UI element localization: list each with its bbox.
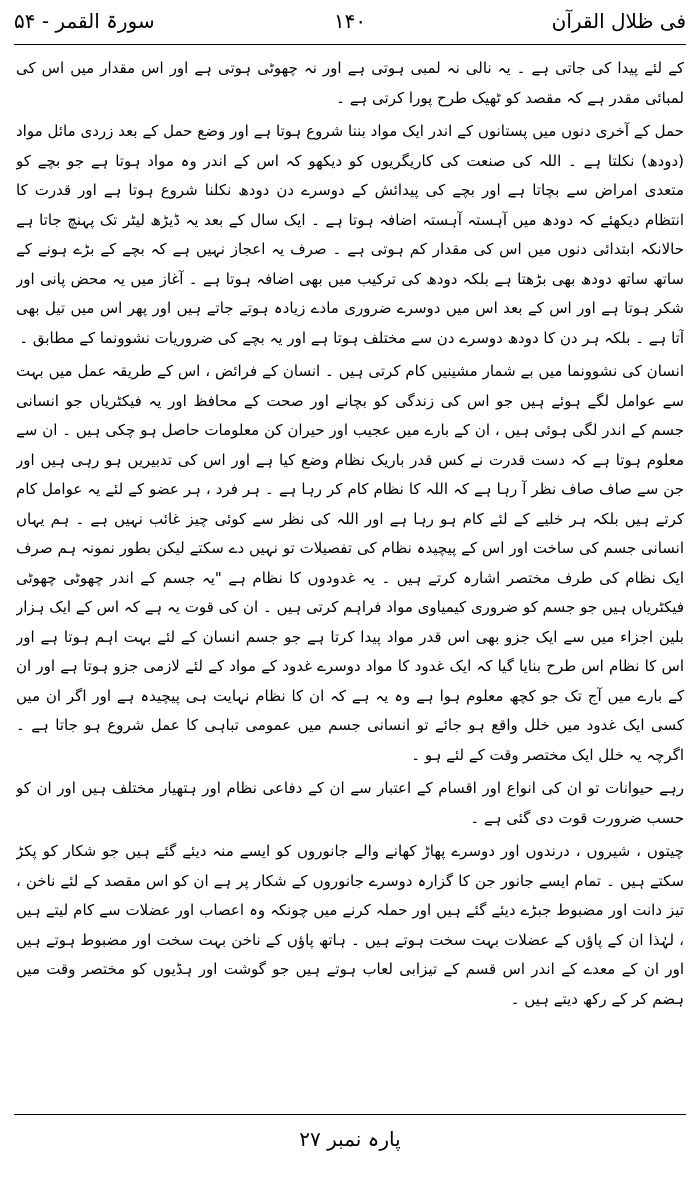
paragraph: کے لئے پیدا کی جاتی ہے ۔ یہ نالی نہ لمبی ہوتی ہے اور نہ چھوٹی ہوتی ہے اور اس مقدار میں اس کی لمبائی مقدر ہے کہ مقصد کو ٹھیک طرح پورا کرتی ہے ۔ bbox=[16, 59, 684, 107]
paragraph: چیتوں ، شیروں ، درندوں اور دوسرے پھاڑ کھانے والے جانوروں کو ایسے منہ دیئے گئے ہیں جو شکار کو پکڑ سکتے ہیں ۔ تمام ایسے جانور جن کا گزارہ دوسرے جانوروں کے شکار پر ہے ان کو اس مقصد کے لئے ناخن ، تیز دانت اور مضبوط جبڑے دیئے گئے ہیں اور حملہ کرنے میں چونکہ وہ اعصاب اور عضلات سے کام لیتے ہیں ، لہٰذا ان کے پاؤں کے عضلات بہت سخت ہوتے ہیں ۔ ہاتھ پاؤں کے ناخن بہت سخت اور مضبوط ہوتے ہیں اور ان کے معدے کے اندر اس قسم کے تیزابی لعاب ہوتے ہیں جو گوشت اور ہڈیوں کو مختصر وقت میں ہضم کر کے رکھ دیتے ہیں ۔ bbox=[16, 842, 684, 1008]
header-divider bbox=[14, 44, 686, 45]
page-number: ۱۴۰ bbox=[333, 9, 367, 33]
paragraph: رہے حیوانات تو ان کی انواع اور اقسام کے اعتبار سے ان کے دفاعی نظام اور ہتھیار مختلف ہیں اور ان کو حسب ضرورت قوت دی گئی ہے ۔ bbox=[16, 779, 684, 827]
footer-divider bbox=[14, 1114, 686, 1115]
surah-title: سورۃ القمر - ۵۴ bbox=[14, 9, 155, 33]
book-title: فی ظلال القرآن bbox=[551, 9, 686, 33]
paragraph: حمل کے آخری دنوں میں پستانوں کے اندر ایک مواد بننا شروع ہوتا ہے اور وضع حمل کے بعد زردی مائل مواد (دودھ) نکلتا ہے ۔ اللہ کی صنعت کی کاریگریوں کو دیکھو کہ اس کے اندر وہ مواد ہوتا ہے جو بچے کو متعدی امراض سے بچاتا ہے اور بچے کی پیدائش کے دوسرے دن دودھ نکلنا شروع ہوتا ہے اور قدرت کا انتظام دیکھئے کہ دودھ میں آہستہ آہستہ اضافہ ہوتا ہے ۔ ایک سال کے بعد یہ ڈیڑھ لیٹر تک پہنچ جاتا ہے حالانکہ ابتدائی دنوں میں اس کی مقدار کم ہوتی ہے ۔ صرف یہ اعجاز نہیں ہے کہ بچے کے بڑے ہونے کے ساتھ ساتھ دودھ بھی بڑھتا ہے بلکہ دودھ کی ترکیب میں بھی اضافہ ہوتا ہے ۔ آغاز میں یہ محض پانی اور شکر ہوتا ہے اور اس کے بعد اس میں دوسرے ضروری مادے زیادہ ہوتے جاتے ہیں اور پھر اس میں تیل بھی آتا ہے ۔ بلکہ ہر دن کا دودھ دوسرے دن سے مختلف ہوتا ہے اور یہ بچے کی ضروریات نشوونما کے مطابق ۔ bbox=[16, 122, 684, 347]
para-label: پارہ نمبر ۲۷ bbox=[299, 1127, 401, 1151]
body-text bbox=[16, 54, 684, 1104]
paragraph: انسان کی نشوونما میں بے شمار مشینیں کام کرتی ہیں ۔ انسان کے فرائض ، اس کے طریقہ عمل میں بہت سے عوامل لگے ہوئے ہیں جو اس کی زندگی کو بچانے اور صحت کے محافظ اور یہ فیکٹریاں جو انسانی جسم کے اندر لگی ہوئی ہیں ، ان کے بارے میں عجیب اور حیران کن معلومات حاصل ہو چکی ہیں ۔ ان سے معلوم ہوتا ہے کہ دست قدرت نے کس قدر باریک نظام وضع کیا ہے اور اس کی تدبیریں ہو رہی ہیں اور جن سے صاف صاف نظر آ رہا ہے کہ اللہ کا نظام کام کر رہا ہے ۔ ہر فرد ، ہر عضو کے لئے یہ عوامل کام کرتے ہیں بلکہ ہر خلیے کے لئے کام ہو رہا ہے اور اللہ کی نظر سے کوئی چیز غائب نہیں ہے ۔ ہم یہاں انسانی جسم کی ساخت اور اس کے پیچیدہ نظام کی تفصیلات تو نہیں دے سکتے لیکن بطور نمونہ ہم صرف ایک نظام کی طرف مختصر اشارہ کرتے ہیں ۔ یہ غدودوں کا نظام ہے "یہ جسم کے اندر چھوٹی چھوٹی فیکٹریاں ہیں جو جسم کو ضروری کیمیاوی مواد فراہم کرتی ہیں ۔ ان کی قوت یہ ہے کہ اس کے ایک ہزار بلین اجزاء میں سے ایک جزو بھی اس قدر مواد پیدا کرتا ہے جو جسم انسان کے لئے بہت اہم ہوتا ہے اور اس کا نظام اس طرح بنایا گیا کہ ایک غدود کا مواد دوسرے غدود کے مواد کے لئے لازمی جزو ہوتا ہے اور ان کے بارے میں آج تک جو کچھ معلوم ہوا ہے وہ یہ ہے کہ ان کا نظام نہایت ہی پیچیدہ ہے اور اگر ان میں کسی ایک غدود میں خلل واقع ہو جائے تو انسانی جسم میں عمومی تباہی کا عمل شروع ہو جاتا ہے ۔ اگرچہ یہ خلل ایک مختصر وقت کے لئے ہو ۔ bbox=[16, 362, 684, 764]
page-header bbox=[14, 4, 686, 42]
